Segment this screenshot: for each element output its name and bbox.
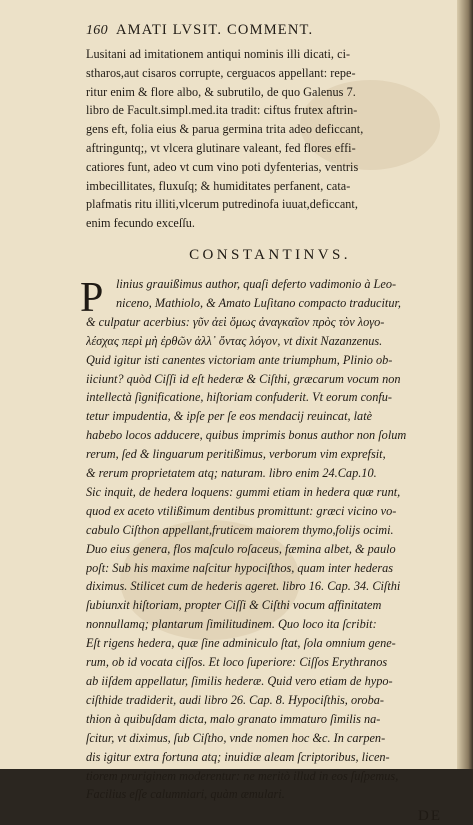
text-line: quod ex aceto vtilißimum dentibus promittunt: græci vicino vo- (86, 503, 397, 518)
text-line: ciſthide tradiderit, audi libro 26. Cap. 8. Hypociſthis, oroba- (86, 692, 384, 707)
text-line: Lusitani ad imitationem antiqui nominis illi dicati, ci- (86, 47, 351, 61)
text-line: ab iiſdem appellatur, ſimilis hederæ. Quid vero etiam de hypo- (86, 674, 393, 688)
text-line: Sic inquit, de hedera loquens: gummi etiam in hedera quæ runt, (86, 484, 401, 499)
text-line: enim fecundo exceſſu. (86, 216, 195, 231)
text-line: plafmatis ritu illiti,vlcerum putredinofa iuuat,deficcant, (86, 197, 358, 212)
text-line: aftringuntq;, vt vlcera glutinare valeant, fed flores effi- (86, 140, 356, 155)
text-line: λέσχας περὶ μὴ ἐρθῶν ἀλλ᾽ ὄντας λόγον, vt dixit Nazanzenus. (86, 333, 383, 348)
commentary-paragraph (86, 45, 454, 233)
text-line: Facilius eſſe calumniari, quàm æmulari. (86, 787, 285, 802)
text-line: ritur enim & flore albo, & subrutilo, de quo Galenus 7. (86, 84, 356, 99)
page-edge-shadow (457, 0, 473, 769)
text-line: thion à quibuſdam dicta, malo granato immaturo ſimilis na- (86, 711, 381, 726)
text-line: Eſt rigens hedera, quæ ſine adminiculo ſtat, ſola omnium gene- (86, 636, 396, 651)
text-line: gens eft, folia eius & parua germina trita adeo deficcant, (86, 122, 364, 137)
text-line: rerum, ſed & linguarum peritißimus, verborum vim exprefsit, (86, 447, 386, 462)
text-line: tiorem pruriginem moderentur: ne meritò illud in eos ſuſpemus, (86, 768, 399, 783)
text-line: libro de Facult.simpl.med.ita tradit: ciftus frutex aftrin- (86, 103, 358, 118)
section-heading: CONSTANTINVS. (189, 246, 351, 263)
text-line: dis igitur extra fortuna atq; inuidiæ aleam ſcriptoribus, licen- (86, 749, 390, 764)
constantinus-paragraph (80, 274, 454, 804)
text-line: & culpatur acerbius: γῦν ἀεὶ ὅμως ἀναγκαῖον πρὸς τὸν λογο- (86, 314, 385, 329)
text-line: iiciunt? quòd Ciſſi id eſt hederæ & Ciſthi, græcarum vocum non (86, 371, 401, 386)
text-line: habebo locos adducere, quibus imprimis bonus author non ſolum (86, 428, 407, 443)
text-line: ſcitur, vt diximus, ſub Ciſtho, vnde nomen hoc &c. In carpen- (86, 730, 386, 745)
text-line: linius grauißimus author, quaſi deferto vadimonio à Leo- (116, 276, 397, 291)
text-line: poſt: Sub his maxime naſcitur hypociſthos, quam inter hederas (86, 560, 394, 575)
catchword: DE (418, 808, 442, 825)
text-line: intellectà ſignificatione, hiſtoriam confuderit. Vt eorum confu- (86, 390, 393, 405)
drop-cap: P (80, 274, 104, 321)
text-line: rum, ob id vocata ciſſos. Et loco ſuperiore: Ciſſos Erythranos (86, 655, 388, 670)
text-line: niceno, Mathiolo, & Amato Luſitano compacto traducitur, (116, 295, 401, 310)
text-line: catiores funt, adeo vt cum vino poti dyfenterias, ventris (86, 159, 359, 174)
text-line: stharos,aut cisaros corrupte, cerguacos appellant: repe- (86, 65, 356, 80)
text-line: nonnullamq; plantarum ſimilitudinem. Quo loco ita ſcribit: (86, 617, 377, 632)
page-content (80, 22, 454, 825)
text-line: Duo eius genera, flos maſculo roſaceus, fæmina albet, & paulo (86, 541, 396, 556)
text-line: ſubiunxit hiſtoriam, propter Ciſſi & Ciſthi vocum affinitatem (86, 598, 382, 613)
text-line: & rerum proprietatem atq; naturam. libro enim 24.Cap.10. (86, 466, 377, 481)
page-number: 160 (86, 23, 108, 38)
text-line: Quid igitur isti canentes victoriam ante triumphum, Plinio ob- (86, 352, 393, 367)
running-head (86, 22, 454, 44)
text-line: tetur impudentia, & ipſe per ſe eos mendacij reuincat, latè (86, 409, 373, 424)
text-line: diximus. Stilicet cum de hederis ageret. libro 16. Cap. 34. Ciſthi (86, 579, 401, 594)
running-title: AMATI LVSIT. COMMENT. (116, 22, 314, 38)
text-line: imbecillitates, fluxuſq; & humiditates perfanent, cata- (86, 178, 351, 193)
text-line: cabulo Ciſthon appellant,fruticem maiorem thymo,folijs ocimi. (86, 522, 394, 537)
